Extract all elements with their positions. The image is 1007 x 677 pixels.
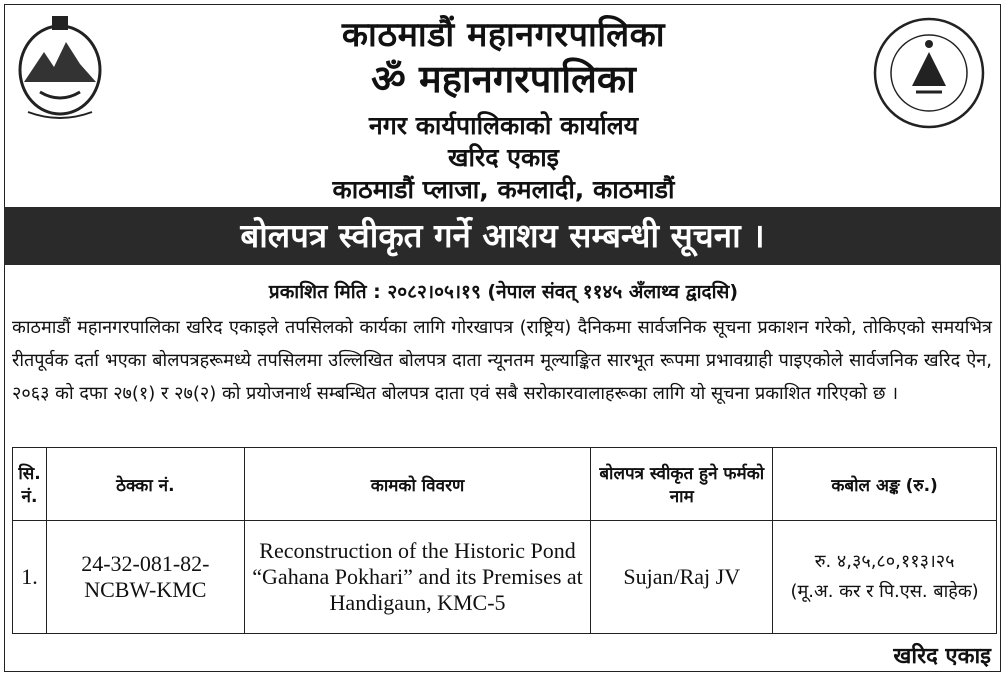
org-name: काठमाडौं महानगरपालिका: [341, 15, 666, 55]
table-row: [13, 521, 997, 634]
signature-unit: खरिद एकाइ: [893, 644, 991, 669]
unit-name: खरिद एकाइ: [448, 143, 559, 172]
cell-amount: [773, 521, 997, 634]
bid-table: [12, 447, 997, 634]
notice-title-banner: [4, 207, 1001, 265]
office-address: काठमाडौं प्लाजा, कमलादी, काठमाडौं: [332, 175, 675, 204]
cell-contract-no: 24-32-081-82-NCBW-KMC: [46, 521, 244, 634]
header-amount: कबोल अङ्क (रु.): [773, 448, 997, 521]
header-bidder: बोलपत्र स्वीकृत हुने फर्मको नाम: [591, 448, 773, 521]
notice-title: बोलपत्र स्वीकृत गर्ने आशय सम्बन्धी सूचना ।: [240, 216, 765, 255]
table-header-row: [13, 448, 997, 521]
header-sn: सि. नं.: [13, 448, 47, 521]
header-contract-no: ठेक्का नं.: [46, 448, 244, 521]
notice-paragraph: काठमाडौं महानगरपालिका खरिद एकाइले तपसिलको कार्यका लागि गोरखापत्र (राष्ट्रिय) दैनिकमा सार्वजनिक सूचना प्रकाशन गरेको, तोकिएको समयभित्र रीतपूर्वक दर्ता भएका बोलपत्रहरूमध्ये तपसिलमा उल्लिखित बोलपत्र दाता न्यूनतम मूल्याङ्कित सारभूत रूपमा प्रभावग्राही पाइएकोले सार्वजनिक खरिद ऐन, २०६३ को दफा २७(१) र २७(२) को प्रयोजनार्थ सम्बन्धित बोलपत्र दाता एवं सबै सरोकारवालाहरूका लागि यो सूचना प्रकाशित गरिएको छ ।: [12, 317, 992, 404]
header-work-desc: कामको विवरण: [244, 448, 591, 521]
cell-work-desc: Reconstruction of the Historic Pond “Gahana Pokhari” and its Premises at Handigaun, KMC-5: [244, 521, 591, 634]
amount-note: (मू.अ. कर र पि.एस. बाहेक): [790, 581, 979, 602]
office-name: नगर कार्यपालिकाको कार्यालय: [368, 111, 639, 140]
cell-sn: 1.: [13, 521, 47, 634]
org-name-script: ॐ महानगरपालिका: [371, 56, 636, 101]
amount-value: रु. ४,३५,८०,११३।२५: [814, 551, 955, 572]
publish-date: प्रकाशित मिति : २०८२।०५।१९ (नेपाल संवत् ११४५ अँलाथ्व द्वादसि): [268, 281, 739, 303]
cell-bidder: Sujan/Raj JV: [591, 521, 773, 634]
